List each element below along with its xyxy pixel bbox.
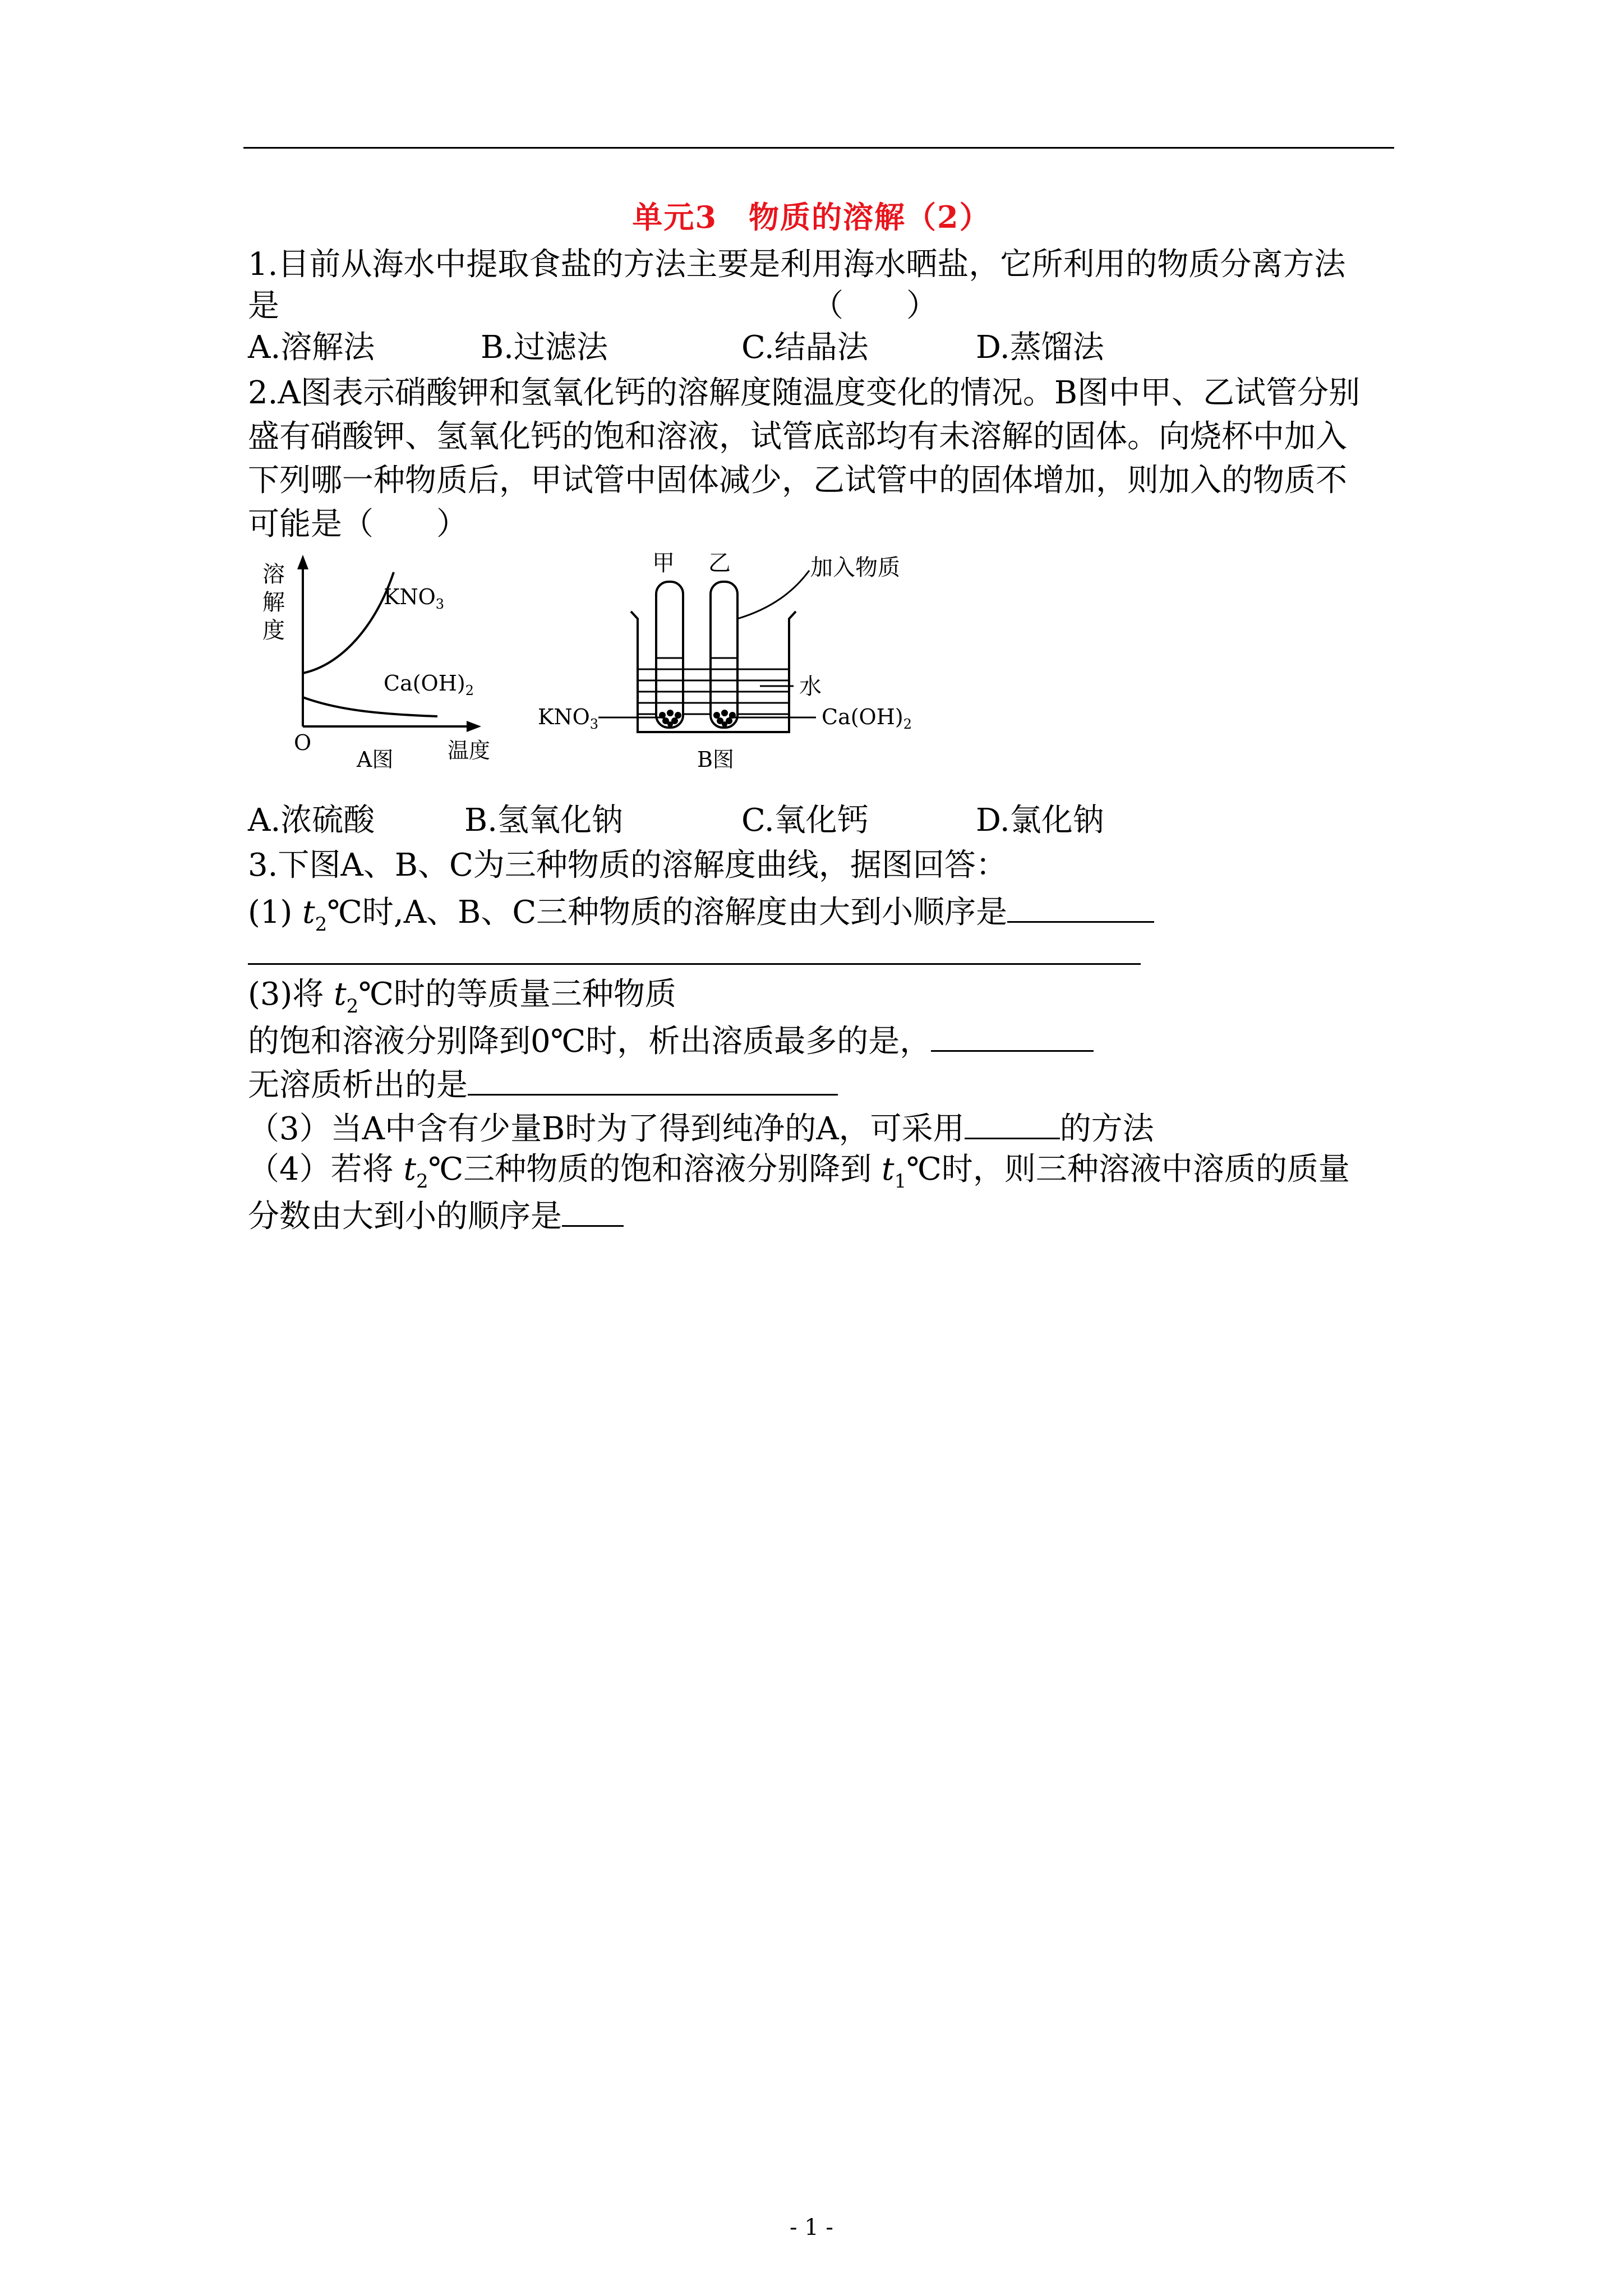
q1-line2-text: 是 xyxy=(248,288,279,324)
q1-option-d: D.蒸馏法 xyxy=(976,329,1104,366)
fig-b-tube2-label: 乙 xyxy=(708,550,731,576)
fig-a-ylabel-2: 解 xyxy=(262,590,285,615)
fig-b-tube2 xyxy=(711,582,737,728)
fig-b-tube1-label: 甲 xyxy=(652,550,675,576)
fig-a-origin: O xyxy=(294,730,312,755)
fig-b-water-label: 水 xyxy=(799,674,822,700)
q3-part2-line2: 的饱和溶液分别降到0℃时，析出溶质最多的是， xyxy=(248,1019,1094,1061)
fig-b-added-leader xyxy=(737,570,809,619)
fig-a-kno3-curve xyxy=(303,572,394,673)
q3-part4-line2: 分数由大到小的顺序是 xyxy=(248,1194,624,1236)
fig-a-ylabel-1: 溶 xyxy=(262,562,285,587)
q2-option-b: B.氢氧化钠 xyxy=(464,802,623,839)
fig-b-caoh-label: $Ca(OH)_2$ xyxy=(822,705,912,732)
fig-a-ylabel-3: 度 xyxy=(262,618,285,643)
q3-part4-order-blank[interactable] xyxy=(562,1194,624,1227)
q2-option-c: C.氧化钙 xyxy=(741,802,869,839)
q2-option-d: D.氯化钠 xyxy=(976,802,1104,839)
q3-part2-most-blank[interactable] xyxy=(931,1019,1094,1052)
q3-part1: (1) $t_2℃$时,A、B、C三种物质的溶解度由大到小顺序是 xyxy=(248,890,1154,936)
fig-a-y-arrow-icon xyxy=(297,555,308,569)
fig-a-caoh-label: $Ca(OH)_2$ xyxy=(384,671,474,698)
q2-line1: 2.A图表示硝酸钾和氢氧化钙的溶解度随温度变化的情况。B图中甲、乙试管分别 xyxy=(248,375,1361,411)
q1-option-b: B.过滤法 xyxy=(481,329,608,366)
page-title: 单元3 物质的溶解（2） xyxy=(632,199,991,235)
q3-part1-answer-blank[interactable] xyxy=(1007,890,1154,923)
q3-part2-line1: (3)将 $t_2℃$时的等质量三种物质 xyxy=(248,976,676,1018)
q1-line1: 1.目前从海水中提取食盐的方法主要是利用海水晒盐，它所利用的物质分离方法 xyxy=(248,246,1346,283)
fig-a-caoh-curve xyxy=(303,697,437,716)
page-number: - 1 - xyxy=(790,2215,833,2240)
q3-part2-none-blank[interactable] xyxy=(468,1062,838,1096)
fig-b-caption: B图 xyxy=(697,747,734,771)
fig-a-caption: A图 xyxy=(357,747,394,771)
q3-intro: 3.下图A、B、C为三种物质的溶解度曲线，据图回答： xyxy=(248,847,1007,884)
q2-line4: 可能是（ ） xyxy=(248,506,468,542)
q1-option-a: A.溶解法 xyxy=(248,329,375,366)
q2-line2: 盛有硝酸钾、氢氧化钙的饱和溶液，试管底部均有未溶解的固体。向烧杯中加入 xyxy=(248,418,1347,455)
fig-b-added-label: 加入物质 xyxy=(810,555,900,581)
fig-a-x-arrow-icon xyxy=(467,721,481,732)
q3-part3-method-blank[interactable] xyxy=(965,1106,1060,1139)
header-rule xyxy=(243,147,1394,149)
q2-option-a: A.浓硫酸 xyxy=(248,802,375,839)
q3-part3: （3）当A中含有少量B时为了得到纯净的A，可采用 的方法 xyxy=(248,1106,1154,1149)
q1-option-c: C.结晶法 xyxy=(741,329,869,366)
fig-a-kno3-label: $KNO_3$ xyxy=(384,585,445,612)
q1-line2 xyxy=(248,287,279,326)
figure-b-beaker-diagram xyxy=(536,547,951,771)
figure-a-solubility-graph xyxy=(247,547,516,771)
fig-b-kno3-label: $KNO_3$ xyxy=(538,705,599,732)
fig-b-tube1 xyxy=(656,582,683,728)
q3-part2-line3: 无溶质析出的是 xyxy=(248,1062,838,1105)
q3-answer-line[interactable] xyxy=(248,963,1141,965)
fig-a-xlabel: 温度 xyxy=(448,738,491,763)
q1-paren: （ ） xyxy=(812,288,938,324)
q3-part4-line1: （4）若将 $t_2℃$三种物质的饱和溶液分别降到 $t_1℃$时，则三种溶液中溶质的质量 xyxy=(248,1151,1350,1193)
q2-line3: 下列哪一种物质后，甲试管中固体减少，乙试管中的固体增加，则加入的物质不 xyxy=(248,462,1347,499)
